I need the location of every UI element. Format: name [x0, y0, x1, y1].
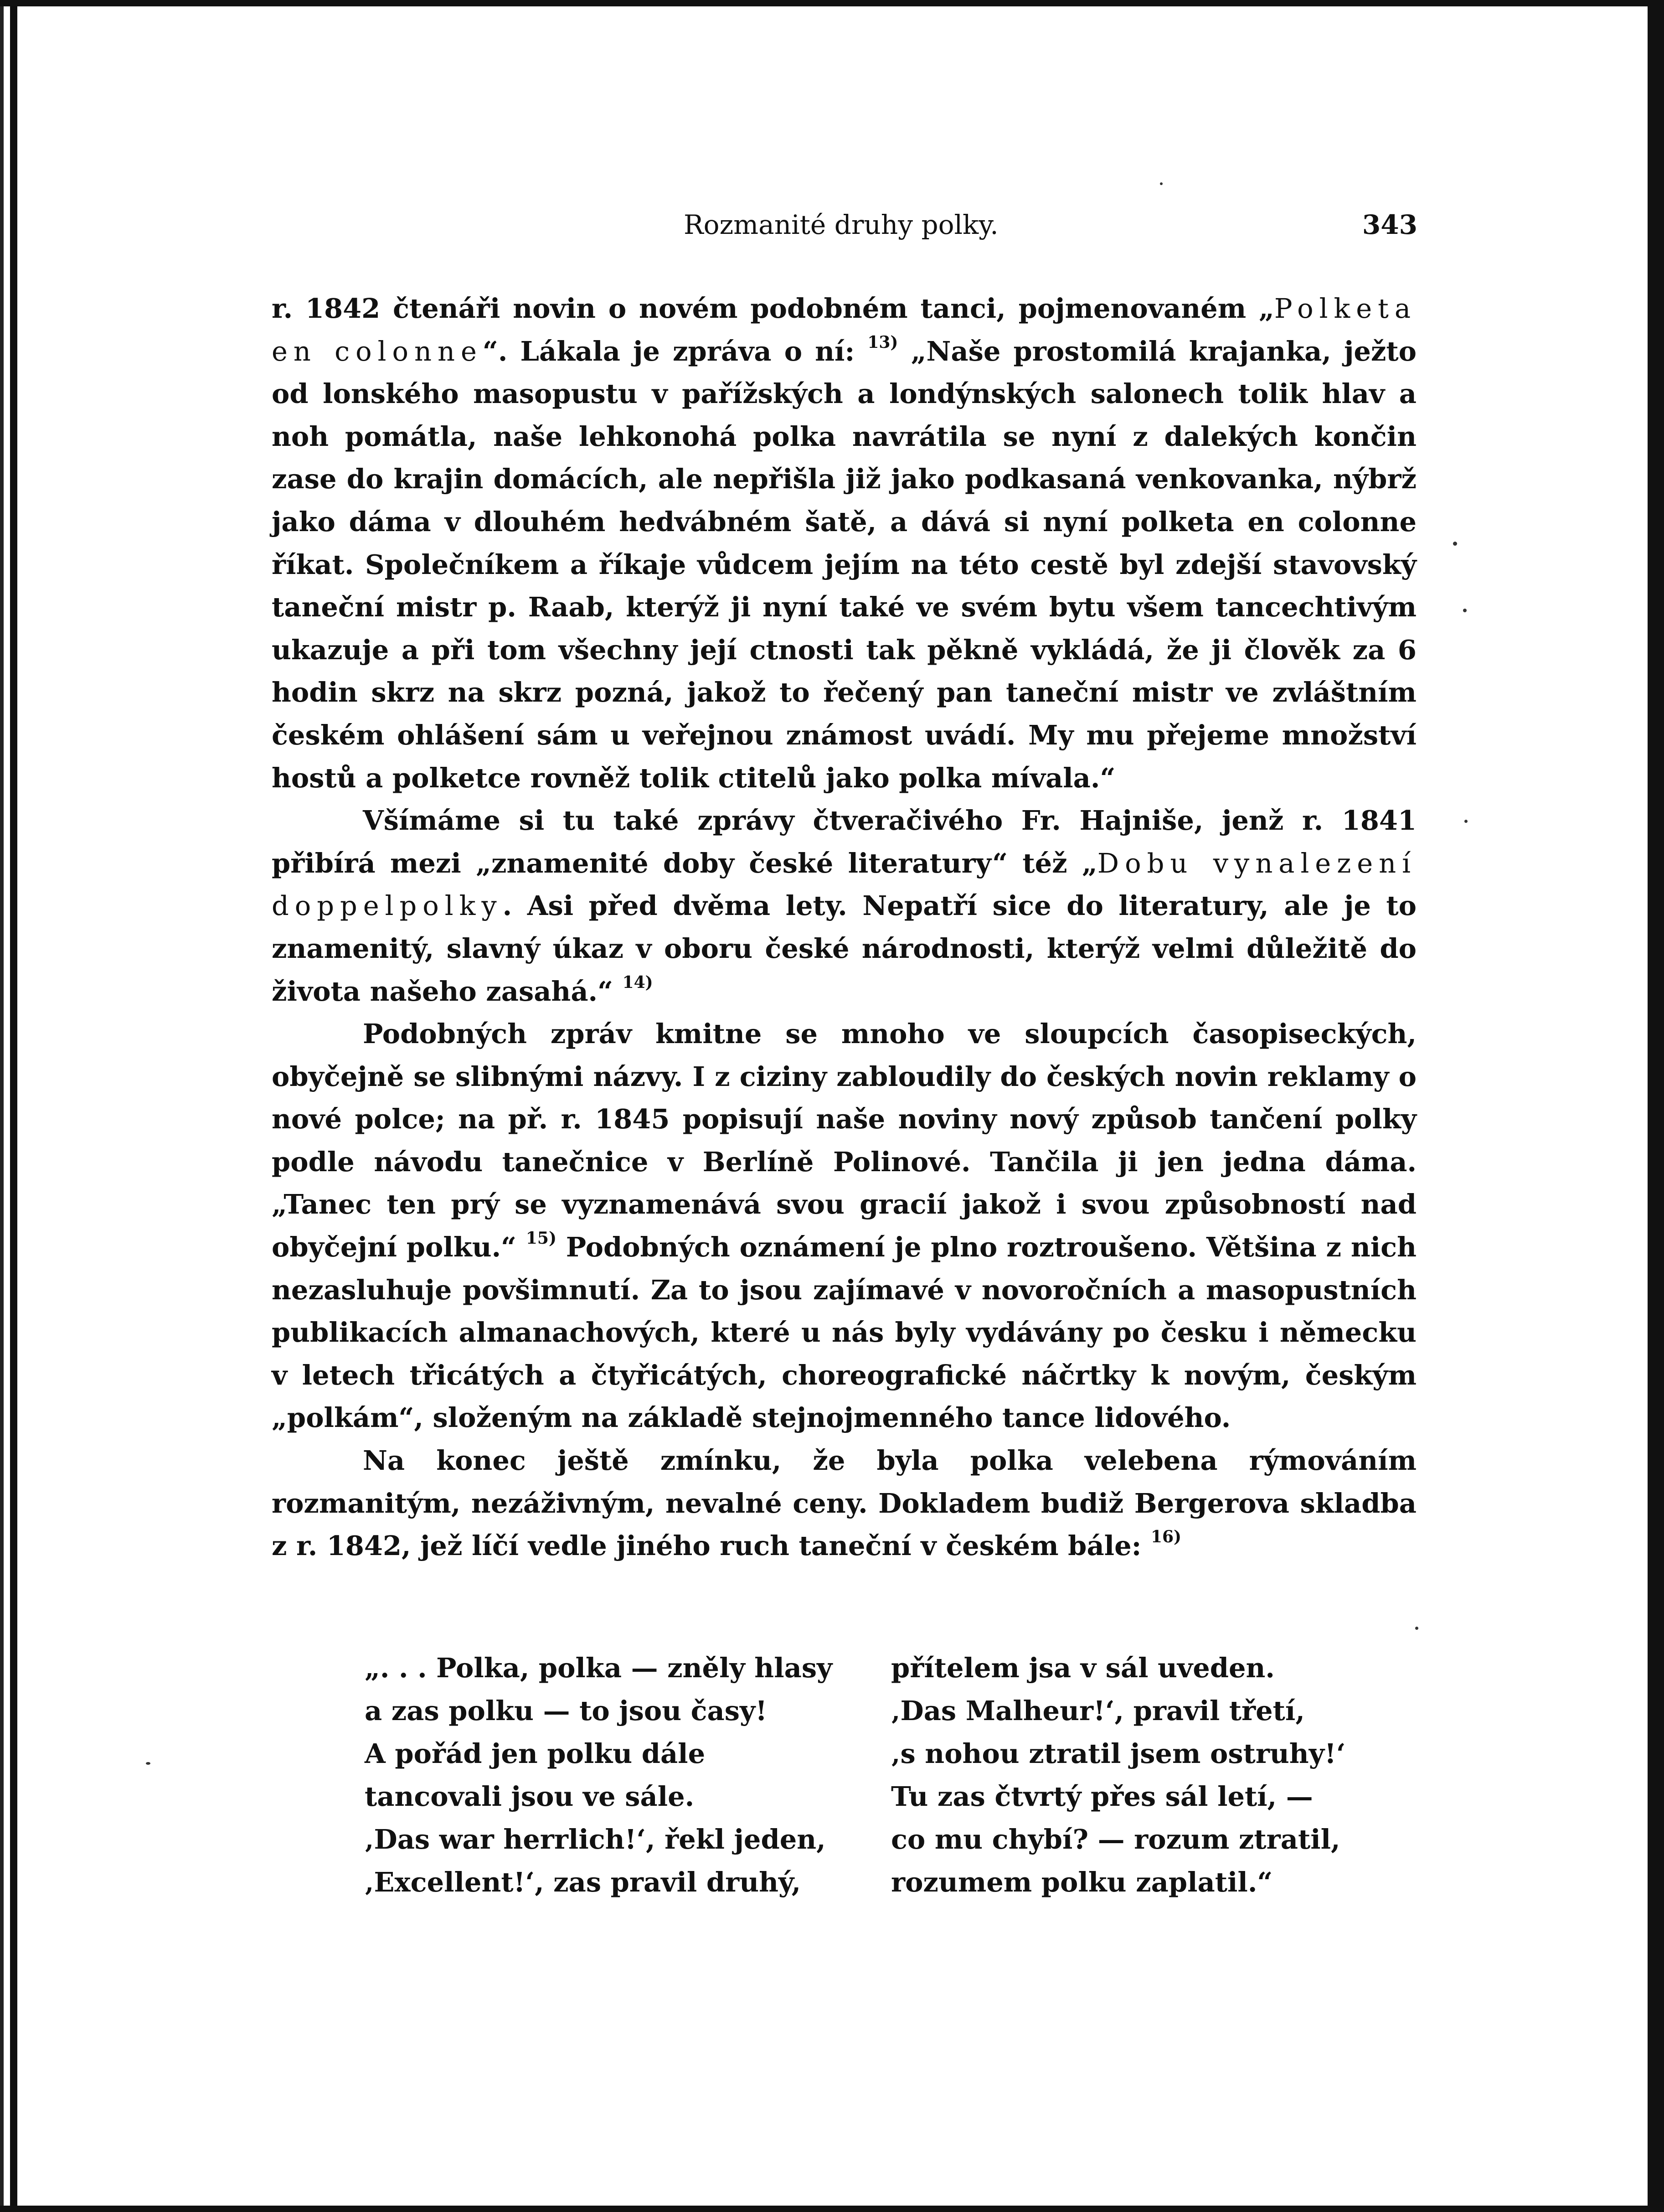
scan-speck — [1464, 820, 1468, 823]
footnote-ref-15: 15) — [525, 1229, 557, 1248]
scan-speck — [1453, 542, 1457, 546]
paragraph-3-text-a: Podobných zpráv kmitne se mnoho ve sloupcích časopiseckých, obyčejně se slibnými názvy. I z ciziny zabloudily do českých novin reklamy o nové polce; na př. r. 1845 popisují naše noviny nový způsob tančení polky podle návodu tanečnice v Berlíně Polinové. Tančila ji jen jedna dáma. „Tanec ten prý se vyznamenává svou gracií jakož i svou způsobností nad obyčejní polku.“ — [272, 1018, 1417, 1263]
paragraph-4 — [272, 1439, 1417, 1567]
spaced-term-doppelpolka: Dobu vynalezení doppelpolky — [272, 847, 1417, 922]
paragraph-2-text-b: . Asi před dvěma lety. Nepatří sice do literatury, ale je to znamenitý, slavný úkaz v oboru české národnosti, kterýž velmi důležitě do života našeho zasahá.“ — [272, 890, 1417, 1007]
poem-column-right — [891, 1647, 1345, 1904]
spaced-term-polketa: Polketa en colonne — [272, 293, 1417, 367]
scan-speck — [1463, 609, 1467, 612]
poem-line: a zas polku — to jsou časy! — [365, 1695, 768, 1726]
poem-line: ‚Excellent!‘, zas pravil druhý, — [365, 1866, 801, 1898]
paragraph-1-text-b: “. Lákala je zpráva o ní: — [482, 335, 868, 367]
footnote-ref-14: 14) — [622, 972, 653, 992]
scan-edge-right — [1648, 0, 1664, 2212]
paragraph-4-text-a: Na konec ještě zmínku, že byla polka velebena rýmováním rozmanitým, nezáživným, nevalné ceny. Dokladem budiž Bergerova skladba z r. 1842, jež líčí vedle jiného ruch taneční v českém bále: — [272, 1445, 1417, 1562]
paragraph-3-text-b: Podobných oznámení je plno roztroušeno. Většina z nich nezasluhuje povšimnutí. Za to jsou zajímavé v novoročních a masopustních publikacích almanachových, které u nás byly vydávány po česku i německu v letech třicátých a čtyřicátých, choreografické náčrtky k novým, českým „polkám“, složeným na základě stejnojmenného tance lidového. — [272, 1231, 1417, 1434]
page-number: 343 — [1362, 209, 1417, 240]
paragraph-1-text-c: „Naše prostomilá krajanka, ježto od lonského masopustu v pařížských a londýnských salonech tolik hlav a noh pomátla, naše lehkonohá polka navrátila se nyní z dalekých končin zase do krajin domácích, ale nepřišla již jako podkasaná venkovanka, nýbrž jako dáma v dlouhém hedvábném šatě, a dává si nyní polketa en colonne říkat. Společníkem a říkaje vůdcem jejím na této cestě byl zdejší stavovský taneční mistr p. Raab, kterýž ji nyní také ve svém bytu všem tancechtivým ukazuje a při tom všechny její ctnosti tak pěkně vykládá, že ji člověk za 6 hodin skrz na skrz pozná, jakož to řečený pan taneční mistr ve zvláštním českém ohlášení sám u veřejnou známost uvádí. My mu přejeme množství hostů a polketce rovněž tolik ctitelů jako polka mívala.“ — [272, 335, 1417, 794]
scan-speck — [1415, 1627, 1418, 1630]
poem-line: tancovali jsou ve sále. — [365, 1781, 695, 1812]
paragraph-1-text-a: r. 1842 čtenáři novin o novém podobném tanci, pojmenovaném „ — [272, 293, 1274, 324]
poem-line: A pořád jen polku dále — [365, 1738, 706, 1769]
running-title: Rozmanité druhy polky. — [684, 209, 999, 240]
scan-edge-top — [0, 0, 1664, 6]
poem-line: přítelem jsa v sál uveden. — [891, 1652, 1275, 1684]
paragraph-2-text-a: Všímáme si tu také zprávy čtveračivého Fr. Hajniše, jenž r. 1841 přibírá mezi „znamenité doby české literatury“ též „ — [272, 805, 1417, 879]
scan-speck — [146, 1762, 150, 1765]
poem-line: Tu zas čtvrtý přes sál letí, — — [891, 1781, 1313, 1812]
footnote-ref-13: 13) — [867, 332, 898, 352]
body-text — [272, 287, 1417, 1567]
poem-line: ‚Das Malheur!‘, pravil třetí, — [891, 1695, 1305, 1726]
paragraph-2 — [272, 799, 1417, 1013]
running-header — [269, 209, 1417, 241]
footnote-ref-16: 16) — [1150, 1527, 1182, 1547]
paragraph-1 — [272, 287, 1417, 799]
poem-line: co mu chybí? — rozum ztratil, — [891, 1824, 1340, 1855]
poem-line: rozumem polku zaplatil.“ — [891, 1866, 1273, 1898]
scan-edge-bottom — [0, 2206, 1664, 2212]
paragraph-3 — [272, 1013, 1417, 1439]
poem-line: ‚Das war herrlich!‘, řekl jeden, — [365, 1824, 826, 1855]
scan-edge-left — [10, 0, 17, 2212]
scan-speck — [1160, 182, 1163, 185]
poem-line: „. . . Polka, polka — zněly hlasy — [365, 1652, 833, 1684]
poem-column-left — [365, 1647, 832, 1904]
scan-edge-left-outer — [0, 0, 4, 2212]
poem-line: ‚s nohou ztratil jsem ostruhy!‘ — [891, 1738, 1346, 1769]
